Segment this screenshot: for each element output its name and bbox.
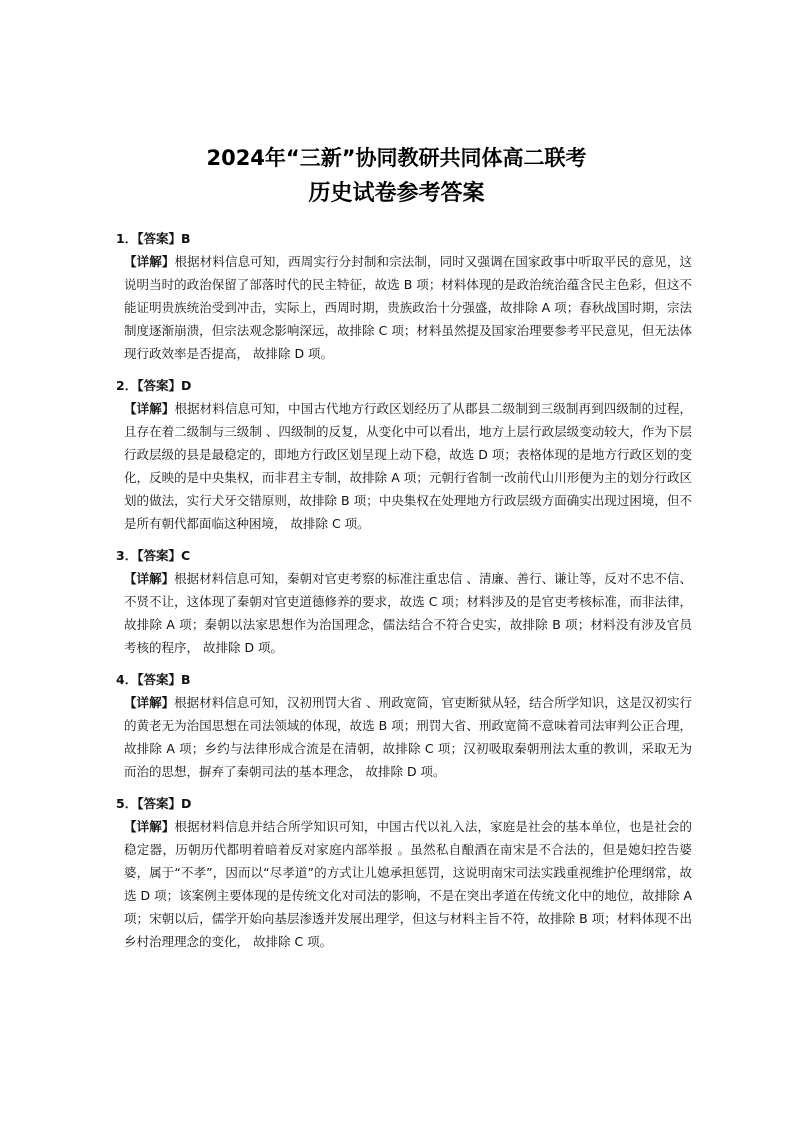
explanation-text: 根据材料信息并结合所学知识可知，中国古代以礼入法，家庭是社会的基本单位，也是社会的稳定器，历朝历代都明着暗着反对家庭内部举报 。虽然私自酿酒在南宋是不合法的，但是媳妇控告婆婆，属于“不孝”，因而以“尽孝道”的方式让儿媳承担惩罚，这说明南宋司法实践重视维护伦理纲常，故选 D 项；该案例主要体现的是传统文化对司法的影响，不是在突出孝道在传统文化中的地位，故排除 A 项；宋朝以后，儒学开始向基层渗透并发展出理学，但这与材料主旨不符，故排除 B 项；材料体现不出乡村治理理念的变化， 故排除 C 项。 xyxy=(124,819,692,949)
question-number: 1． xyxy=(116,231,138,246)
answer-label: 【答案】 xyxy=(137,378,181,393)
question-number: 3． xyxy=(116,548,138,563)
answer-choice: B xyxy=(180,672,191,687)
answer-item-5 xyxy=(104,793,692,953)
answer-choice: D xyxy=(180,378,192,393)
question-number: 2． xyxy=(116,378,138,393)
answer-label: 【答案】 xyxy=(137,548,181,563)
answer-line xyxy=(104,545,692,567)
explanation xyxy=(104,691,692,783)
answer-item-3 xyxy=(104,545,692,659)
answer-item-4 xyxy=(104,669,692,783)
explanation-text: 根据材料信息可知，汉初刑罚大省 、刑政宽简，官吏断狱从轻，结合所学知识，这是汉初实行的黄老无为治国思想在司法领域的体现，故选 B 项；刑罚大省、刑政宽简不意味着司法审判公正合理，故排除 A 项；乡约与法律形成合流是在清朝，故排除 C 项；汉初吸取秦朝刑法太重的教训，采取无为而治的思想，摒弃了秦朝司法的基本理念， 故排除 D 项。 xyxy=(124,695,692,779)
explanation xyxy=(104,397,692,535)
document-subtitle: 历史试卷参考答案 xyxy=(308,181,485,206)
explanation-text: 根据材料信息可知，中国古代地方行政区划经历了从郡县二级制到三级制再到四级制的过程，且存在着二级制与三级制 、四级制的反复，从变化中可以看出，地方上层行政层级变动较大，作为下层行政层级的县是最稳定的，即地方行政区划呈现上动下稳，故选 D 项；表格体现的是地方行政区划的变化，反映的是中央集权，而非君主专制，故排除 A 项；元朝行省制一改前代山川形便为主的划分行政区划的做法，实行犬牙交错原则，故排除 B 项；中央集权在处理地方行政层级方面确实出现过困境，但不是所有朝代都面临这种困境， 故排除 C 项。 xyxy=(124,401,692,531)
answer-line xyxy=(104,669,692,691)
answer-label: 【答案】 xyxy=(137,796,181,811)
explanation-text: 根据材料信息可知，西周实行分封制和宗法制，同时又强调在国家政事中听取平民的意见，这说明当时的政治保留了部落时代的民主特征，故选 B 项；材料体现的是政治统治蕴含民主色彩，但这不能证明贵族统治受到冲击，实际上，西周时期，贵族政治十分强盛，故排除 A 项；春秋战国时期，宗法制度逐渐崩溃，但宗法观念影响深远，故排除 C 项；材料虽然提及国家治理要参考平民意见，但无法体现行政效率是否提高， 故排除 D 项。 xyxy=(124,254,692,361)
explanation xyxy=(104,250,692,365)
question-number: 4． xyxy=(116,672,138,687)
detail-label: 【详解】 xyxy=(124,254,175,269)
answer-line xyxy=(104,793,692,815)
detail-label: 【详解】 xyxy=(124,695,175,710)
explanation xyxy=(104,815,692,953)
explanation xyxy=(104,567,692,659)
answer-item-2 xyxy=(104,375,692,535)
explanation-text: 根据材料信息可知，秦朝对官吏考察的标准注重忠信 、清廉、善行、谦让等，反对不忠不信、不贤不让，这体现了秦朝对官吏道德修养的要求，故选 C 项；材料涉及的是官吏考核标准，而非法律，故排除 A 项；秦朝以法家思想作为治国理念，儒法结合不符合史实，故排除 B 项；材料没有涉及官员考核的程序， 故排除 D 项。 xyxy=(124,571,692,655)
answer-choice: C xyxy=(180,548,191,563)
question-number: 5． xyxy=(116,796,138,811)
detail-label: 【详解】 xyxy=(124,819,175,834)
answer-choice: D xyxy=(180,796,192,811)
answer-item-1 xyxy=(104,228,692,365)
detail-label: 【详解】 xyxy=(124,571,175,586)
answer-choice: B xyxy=(180,231,191,246)
answer-line xyxy=(104,375,692,397)
answer-list xyxy=(104,228,692,963)
answer-line xyxy=(104,228,692,250)
answer-label: 【答案】 xyxy=(137,672,181,687)
document-title: 2024年“三新”协同教研共同体高二联考 xyxy=(206,146,587,170)
detail-label: 【详解】 xyxy=(124,401,175,416)
answer-label: 【答案】 xyxy=(137,231,181,246)
